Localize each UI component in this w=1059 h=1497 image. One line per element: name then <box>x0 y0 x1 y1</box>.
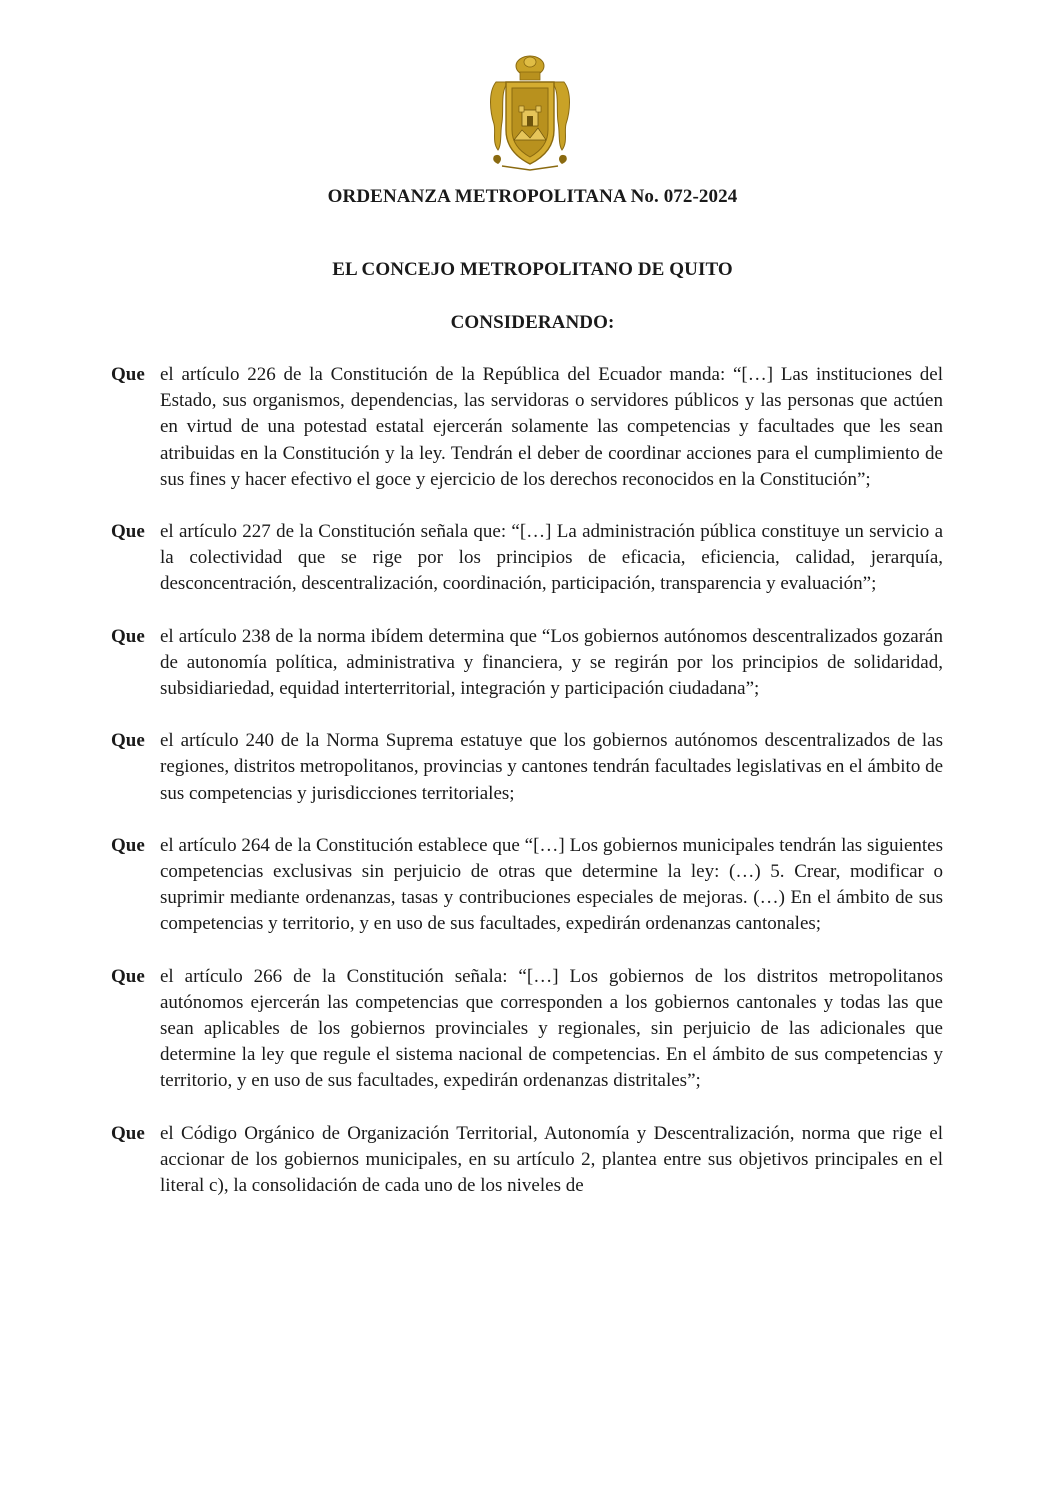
clause-4 <box>111 728 943 807</box>
clause-lead: Que <box>111 521 145 543</box>
clause-6 <box>111 964 943 1095</box>
clause-lead: Que <box>111 364 145 385</box>
clause-2 <box>111 519 943 598</box>
considerando-heading: CONSIDERANDO: <box>450 312 615 333</box>
clause-7 <box>111 1121 943 1200</box>
clause-lead: Que <box>111 965 145 987</box>
clause-lead: Que <box>111 1122 145 1144</box>
clause-lead: Que <box>111 730 145 752</box>
considerando-clauses <box>111 362 943 1225</box>
clause-text: el artículo 264 de la Constitución establece que “[…] Los gobiernos municipales tendrán las siguientes competencias exclusivas sin perjuicio de otras que determine la ley: (…) 5. Crear, modificar o suprimir mediante ordenanzas, tasas y contribuciones especiales de mejoras. (…) En el ámbito de sus competencias y territorio, y en uso de sus facultades, expedirán ordenanzas cantonales; <box>160 834 943 935</box>
clause-5 <box>111 833 943 938</box>
clause-text: el artículo 238 de la norma ibídem determina que “Los gobiernos autónomos descentralizados gozarán de autonomía política, administrativa y financiera, y se regirán por los principios de solidaridad, subsidiariedad, equidad interterritorial, integración y participación ciudadana”; <box>160 625 943 700</box>
clause-text: el artículo 226 de la Constitución de la República del Ecuador manda: “[…] Las instituciones del Estado, sus organismos, dependencias, las servidoras o servidores públicos y las personas que actúen en virtud de una potestad estatal ejercerán solamente las competencias y facultades que les sean atribuidas en la Constitución y la ley. Tendrán el deber de coordinar acciones para el cumplimiento de sus fines y hacer efectivo el goce y ejercicio de los derechos reconocidos en la Constitución”; <box>160 364 943 490</box>
ordinance-title: ORDENANZA METROPOLITANA No. 072-2024 <box>327 186 738 207</box>
clause-text: el artículo 227 de la Constitución señala que: “[…] La administración pública constituye un servicio a la colectividad que se rige por los principios de eficacia, eficiencia, calidad, jerarquía, desconcentración, descentralización, coordinación, participación, transparencia y evaluación”; <box>160 521 943 595</box>
clause-1 <box>111 362 943 493</box>
clause-text: el artículo 240 de la Norma Suprema estatuye que los gobiernos autónomos descentralizados de las regiones, distritos metropolitanos, provincias y cantones tendrán facultades legislativas en el ámbito de sus competencias y jurisdicciones territoriales; <box>160 730 944 804</box>
quito-coat-of-arms-emblem <box>486 52 574 174</box>
issuer-heading: EL CONCEJO METROPOLITANO DE QUITO <box>332 259 733 280</box>
clause-text: el artículo 266 de la Constitución señala: “[…] Los gobiernos de los distritos metropolitanos autónomos ejercerán las competencias que corresponden a los gobiernos cantonales y todas las que sean aplicables de los gobiernos provinciales y regionales, sin perjuicio de las adicionales que determine la ley que regule el sistema nacional de competencias. En el ámbito de sus competencias y territorio, y en uso de sus facultades, expedirán ordenanzas distritales”; <box>160 965 943 1092</box>
clause-text: el Código Orgánico de Organización Territorial, Autonomía y Descentralización, norma que rige el accionar de los gobiernos municipales, en su artículo 2, plantea entre sus objetivos principales en el literal c), la consolidación de cada uno de los niveles de <box>160 1122 943 1197</box>
clause-lead: Que <box>111 834 145 856</box>
clause-lead: Que <box>111 625 145 647</box>
clause-3 <box>111 624 943 703</box>
